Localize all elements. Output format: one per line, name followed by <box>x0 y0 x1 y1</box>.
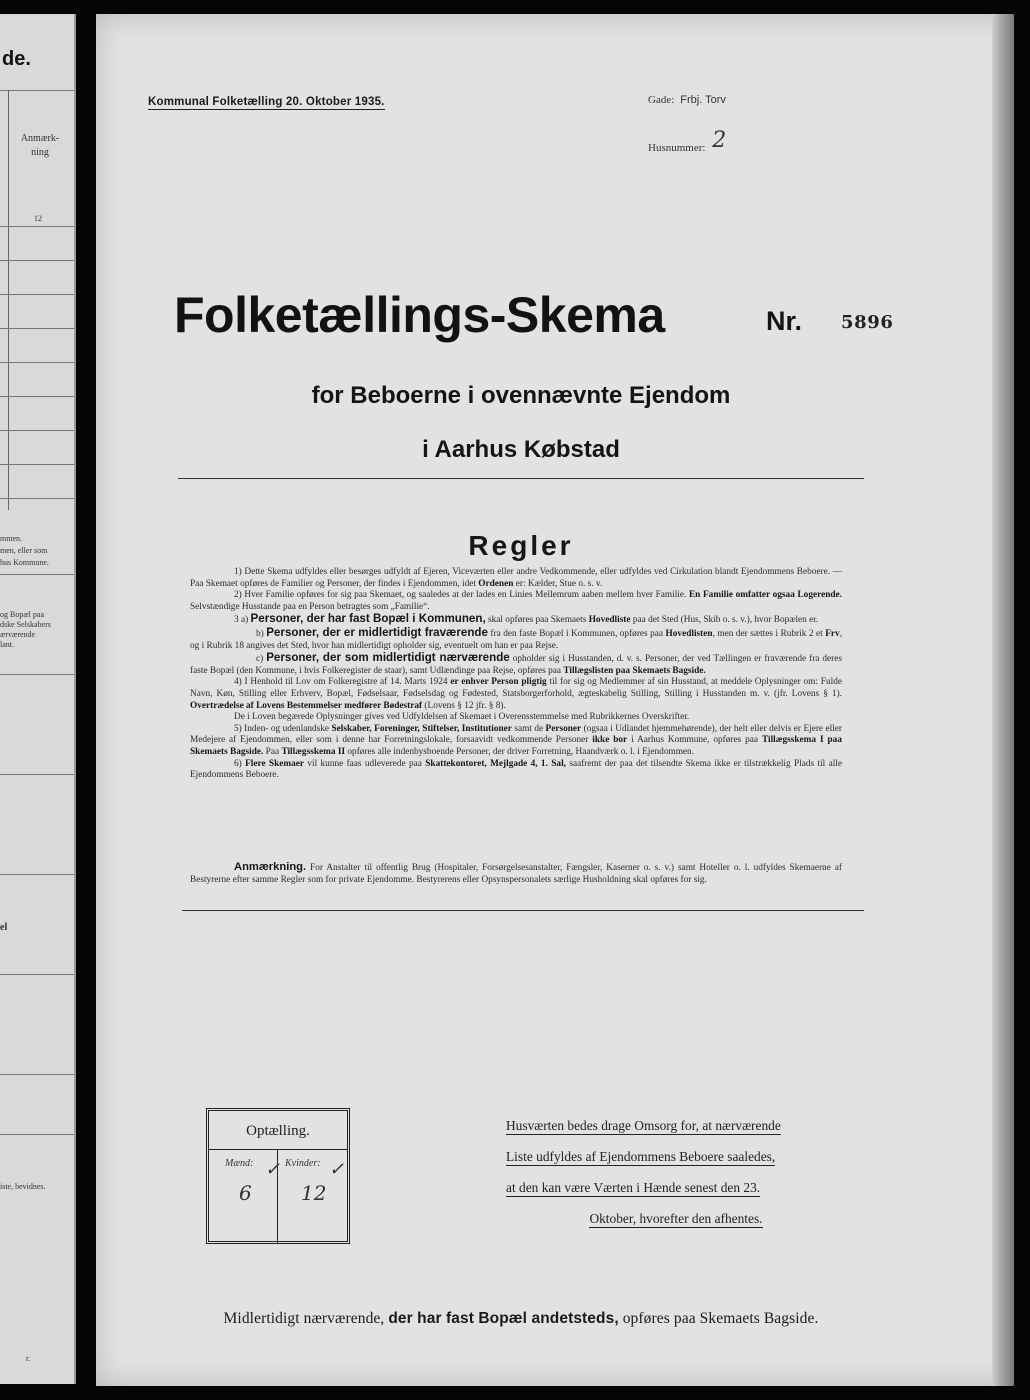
women-count: 12 <box>301 1181 327 1205</box>
prev-page-column-label: Anmærk- ning <box>20 133 60 158</box>
prev-page-fragment: hus Kommune. <box>0 558 49 567</box>
rule-6: 6) Flere Skemaer vil kunne faas udleverede paa Skattekontoret, Mejlgade 4, 1. Sal, saafremt der paa det tilsendte Skema ikke er tilstrækkelig Plads til alle Ejendommens Beboere. <box>190 758 842 781</box>
house-number-value: 2 <box>712 128 727 153</box>
rule-3c: c) Personer, der som midlertidigt nærværende opholder sig i Husstanden, d. v. s. Personer, der ved Tællingen er fraværende fra deres faste Bopæl (den Kommune, i hvis Folkeregister de staar), samt Udlændinge paa Rejse, opføres paa Tillægslisten paa Skemaets Bagside. <box>190 651 843 676</box>
prev-page-fragment: iste, bevidnes. <box>0 1182 46 1191</box>
count-box <box>206 1108 350 1244</box>
remark-paragraph <box>190 862 842 886</box>
prev-page-fragment: mmen. <box>0 534 22 543</box>
notice-line: Husværten bedes drage Omsorg for, at nærværende <box>506 1118 781 1133</box>
remark-text: For Anstalter til offentlig Brug (Hospitaler, Forsørgelsesanstalter, Fængsler, Kaserner o. s. v.) samt Hoteller o. l. udfyldes Skemaerne af Bestyrerne efter samme Regler som for private Ejendomme. Bestyrerens eller Opsynspersonalets særlige Husholdning skal opføres for sig. <box>190 863 842 885</box>
rule-4-note: De i Loven begærede Oplysninger gives ved Udfyldelsen af Skemaet i Overensstemmelse med Rubrikkernes Overskrifter. <box>234 712 690 723</box>
prev-page-heading: de. <box>2 48 31 70</box>
men-count: 6 <box>239 1181 252 1205</box>
notice-line: at den kan være Værten i Hænde senest den 23. <box>506 1180 761 1195</box>
rule-3a: 3 a) Personer, der har fast Bopæl i Kommunen, skal opføres paa Skemaets Hovedliste paa det Sted (Hus, Skib o. s. v.), hvor Bopælen er. <box>234 612 819 626</box>
house-number-field <box>648 128 727 157</box>
prev-page-fragment: lant. <box>0 640 14 649</box>
rule-4: 4) I Henhold til Lov om Folkeregistre af 14. Marts 1924 er enhver Person pligtig til for sig og Medlemmer af sin Husstand, at meddele Oplysninger om: Fulde Navn, Køn, Stilling eller Erhverv, Bopæl, Fødselsaar, Fødselsdag og Fødested, Statsborgerforhold, ægteskabelig Stilling, Stilling i Husstanden m. v. (jfr. Lovens § 1). Overtrædelse af Lovens Bestemmelser medfører Bødestraf (Lovens § 12 jfr. § 8). <box>190 677 842 711</box>
prev-page-fragment: men, eller som <box>0 546 48 555</box>
remark-label: Anmærkning. <box>234 861 307 873</box>
rule-5: 5) Inden- og udenlandske Selskaber, Foreninger, Stiftelser, Institutioner samt de Personer (ogsaa i Udlandet hjemmehørende), der helt eller delvis er Ejere eller Medejere af Ejendommen, eller som i denne har Forretningslokale, forsaavidt vedkommende Personer ikke bor i Aarhus Kommune, opføres paa Tillægsskema I paa Skemaets Bagside. Paa Tillægsskema II opføres alle indenbysboende Personer, der driver Forretning, Haandværk o. l. i Ejendommen. <box>190 723 842 757</box>
prev-page-column-number: 12 <box>34 214 42 223</box>
street-label: Gade: <box>648 94 675 106</box>
street-value: Frbj. Torv <box>680 94 726 106</box>
women-label: Kvinder: <box>285 1158 321 1169</box>
skema-number: 5896 <box>841 312 894 333</box>
notice-line: Oktober, hvorefter den afhentes. <box>589 1211 763 1226</box>
page-edge <box>992 14 1014 1386</box>
subtitle-residents: for Beboerne i ovennævnte Ejendom <box>311 382 731 409</box>
street-field <box>648 94 726 106</box>
prev-page-fragment: el <box>0 922 8 933</box>
prev-page-fragment: ærværende <box>0 630 36 639</box>
prev-page-fragment: dske Selskabers <box>0 620 51 629</box>
rules-heading: Regler <box>468 530 574 561</box>
rule-2: 2) Hver Familie opføres for sig paa Skemaet, og saaledes at der lades en Linies Mellemrum aaben mellem hver Familie. En Familie omfatter ogsaa Logerende. Selvstændige Husstande paa en Person betragtes som „Familie“. <box>190 590 842 612</box>
men-label: Mænd: <box>225 1158 254 1169</box>
divider <box>178 478 864 479</box>
landlord-notice <box>506 1110 846 1234</box>
check-mark: ✓ <box>265 1159 281 1180</box>
subtitle-town: i Aarhus Købstad <box>422 436 620 463</box>
footer-note: Midlertidigt nærværende, der har fast Bopæl andetsteds, opføres paa Skemaets Bagside. <box>223 1310 819 1327</box>
notice-line: Liste udfyldes af Ejendommens Beboere saaledes, <box>506 1149 776 1164</box>
census-form-page <box>96 14 1014 1386</box>
rules-text <box>190 567 842 782</box>
rule-3b: b) Personer, der er midlertidigt fraværende fra den faste Bopæl i Kommunen, opføres paa Hovedlisten, men der sættes i Rubrik 2 et Frv, og i Rubrik 18 angives det Sted, hvor han midlertidigt opholder sig, eventuelt om han er paa Rejse. <box>190 625 843 651</box>
form-title: Folketællings-Skema <box>174 287 665 343</box>
rule-1: 1) Dette Skema udfyldes eller besørges udfyldt af Ejeren, Viceværten eller andre Vedkommende, eller udfyldes ved Cirkulation blandt Ejendommens Beboere. — Paa Skemaet opføres de Familier og Personer, der findes i Ejendommen, idet Ordenen er: Kælder, Stue o. s. v. <box>190 567 842 589</box>
census-line: Kommunal Folketælling 20. Oktober 1935. <box>148 96 385 108</box>
check-mark: ✓ <box>329 1159 345 1180</box>
prev-page-fragment: og Bopæl paa <box>0 610 44 619</box>
previous-page-edge <box>0 14 76 1384</box>
count-title: Optælling. <box>246 1123 310 1139</box>
house-number-label: Husnummer: <box>648 142 706 154</box>
prev-page-fragment: r. <box>26 1354 31 1363</box>
nr-label: Nr. <box>766 306 803 336</box>
divider <box>182 910 864 911</box>
